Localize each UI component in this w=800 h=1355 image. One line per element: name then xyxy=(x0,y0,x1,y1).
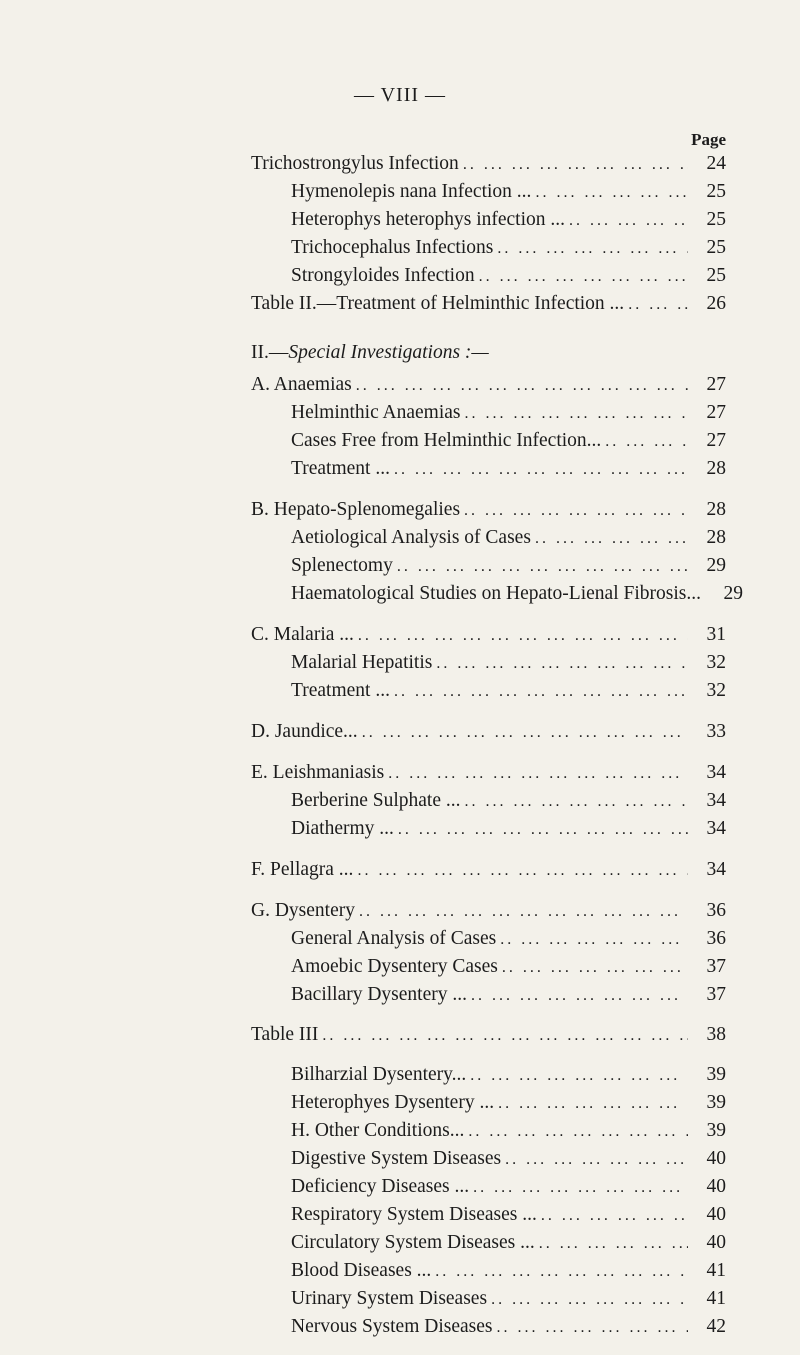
toc-entry-page: 40 xyxy=(706,1176,726,1197)
dot-leader xyxy=(497,235,688,263)
page-number: — VIII — xyxy=(353,84,447,106)
toc-entry xyxy=(291,815,726,843)
toc-entry-title: F. Pellagra ... xyxy=(251,859,354,880)
page-column-header: Page xyxy=(691,130,726,149)
toc-entry-title: General Analysis of Cases xyxy=(291,928,497,949)
toc-entry-page: 32 xyxy=(706,680,726,701)
toc-entry-page: 33 xyxy=(706,721,726,742)
toc-entry-title: Splenectomy xyxy=(291,555,393,576)
toc-entry-page: 28 xyxy=(706,499,726,520)
dot-leader xyxy=(463,151,688,179)
dot-leader xyxy=(468,1118,688,1146)
dot-leader xyxy=(535,525,688,553)
toc-entry-title: Urinary System Diseases xyxy=(291,1288,488,1309)
toc-entry xyxy=(291,1201,726,1229)
toc-entry xyxy=(291,981,726,1009)
toc-entry-title: Helminthic Anaemias xyxy=(291,402,461,423)
dot-leader xyxy=(394,456,688,484)
dot-leader xyxy=(470,1062,688,1090)
toc-entry-page: 36 xyxy=(706,900,726,921)
toc-entry-page: 31 xyxy=(706,624,726,645)
section-heading xyxy=(251,339,489,367)
toc-entry xyxy=(291,1285,726,1313)
toc-entry-title: Blood Diseases ... xyxy=(291,1260,432,1281)
toc-entry-title: Bilharzial Dysentery... xyxy=(291,1064,467,1085)
toc-entry-title: Respiratory System Diseases ... xyxy=(291,1204,537,1225)
section-heading-title: Special Investigations :— xyxy=(288,342,489,363)
toc-entry-page: 40 xyxy=(706,1204,726,1225)
toc-entry-page: 40 xyxy=(706,1148,726,1169)
toc-entry-page: 36 xyxy=(706,928,726,949)
toc-entry-title: Amoebic Dysentery Cases xyxy=(291,956,498,977)
dot-leader xyxy=(436,650,688,678)
toc-entry-page: 26 xyxy=(706,293,726,314)
toc-entry-page: 39 xyxy=(706,1120,726,1141)
toc-entry-page: 34 xyxy=(706,762,726,783)
toc-entry xyxy=(291,455,726,483)
toc-entry-page: 34 xyxy=(706,790,726,811)
toc-entry-page: 28 xyxy=(706,527,726,548)
dot-leader xyxy=(398,816,688,844)
toc-entry-title: Table II.—Treatment of Helminthic Infection ... xyxy=(251,293,625,314)
toc-entry-page: 41 xyxy=(706,1260,726,1281)
toc-entry xyxy=(291,1117,726,1145)
dot-leader xyxy=(498,1090,688,1118)
dot-leader xyxy=(465,400,688,428)
toc-entry xyxy=(251,759,726,787)
toc-entry xyxy=(251,1021,726,1049)
dot-leader xyxy=(362,719,688,747)
toc-entry xyxy=(291,1089,726,1117)
toc-entry-page: 25 xyxy=(706,181,726,202)
toc-entry-page: 28 xyxy=(706,458,726,479)
toc-entry-title: Nervous System Diseases xyxy=(291,1316,493,1337)
toc-entry-page: 25 xyxy=(706,265,726,286)
toc-entry xyxy=(291,1229,726,1257)
toc-entry-page: 34 xyxy=(706,818,726,839)
toc-entry-title: Cases Free from Helminthic Infection... xyxy=(291,430,602,451)
toc-entry-title: D. Jaundice... xyxy=(251,721,358,742)
toc-entry xyxy=(251,150,726,178)
toc-entry xyxy=(291,427,726,455)
dot-leader xyxy=(539,1230,688,1258)
toc-entry-page: 41 xyxy=(706,1288,726,1309)
toc-entry-page: 39 xyxy=(706,1092,726,1113)
toc-entry-title: Digestive System Diseases xyxy=(291,1148,502,1169)
toc-entry xyxy=(291,1257,726,1285)
toc-entry-title: Strongyloides Infection xyxy=(291,265,475,286)
toc-entry-page: 25 xyxy=(706,209,726,230)
toc-entry-title: Berberine Sulphate ... xyxy=(291,790,461,811)
toc-entry xyxy=(251,897,726,925)
toc-entry xyxy=(291,524,726,552)
toc-entry xyxy=(251,718,726,746)
dot-leader xyxy=(471,982,688,1010)
toc-entry xyxy=(251,621,726,649)
toc-entry-page: 39 xyxy=(706,1064,726,1085)
toc-entry xyxy=(291,1145,726,1173)
toc-entry-title: Haematological Studies on Hepato-Lienal Fibrosis... xyxy=(291,583,701,604)
toc-entry-page: 40 xyxy=(706,1232,726,1253)
dot-leader xyxy=(356,372,688,400)
dot-leader xyxy=(628,291,688,319)
toc-entry-title: Trichocephalus Infections xyxy=(291,237,494,258)
dot-leader xyxy=(388,760,688,788)
dot-leader xyxy=(358,622,688,650)
toc-entry xyxy=(291,925,726,953)
toc-entry xyxy=(291,580,743,608)
toc-entry xyxy=(251,290,726,318)
toc-entry-page: 27 xyxy=(706,374,726,395)
toc-entry-title: Heterophyes Dysentery ... xyxy=(291,1092,495,1113)
toc-entry-title: B. Hepato-Splenomegalies xyxy=(251,499,461,520)
dot-leader xyxy=(491,1286,688,1314)
toc-entry xyxy=(291,206,726,234)
toc-entry-page: 29 xyxy=(723,583,743,604)
dot-leader xyxy=(535,179,688,207)
toc-entry-title: Treatment ... xyxy=(291,458,390,479)
dot-leader xyxy=(435,1258,688,1286)
toc-entry-page: 25 xyxy=(706,237,726,258)
toc-entry-title: Hymenolepis nana Infection ... xyxy=(291,181,532,202)
dot-leader xyxy=(473,1174,688,1202)
toc-entry-title: Diathermy ... xyxy=(291,818,394,839)
toc-entry xyxy=(291,677,726,705)
toc-entry-page: 37 xyxy=(706,984,726,1005)
toc-entry-title: Trichostrongylus Infection xyxy=(251,153,459,174)
toc-entry-title: A. Anaemias xyxy=(251,374,352,395)
toc-entry xyxy=(291,787,726,815)
toc-entry-title: G. Dysentery xyxy=(251,900,355,921)
toc-entry xyxy=(291,953,726,981)
toc-entry-page: 38 xyxy=(706,1024,726,1045)
toc-entry-page: 27 xyxy=(706,402,726,423)
toc-entry-title: E. Leishmaniasis xyxy=(251,762,385,783)
dot-leader xyxy=(496,1314,688,1342)
dot-leader xyxy=(464,497,688,525)
toc-entry-title: Treatment ... xyxy=(291,680,390,701)
toc-entry xyxy=(291,178,726,206)
toc-entry-title: Aetiological Analysis of Cases xyxy=(291,527,531,548)
toc-entry-page: 24 xyxy=(706,153,726,174)
toc-entry xyxy=(291,1173,726,1201)
dot-leader xyxy=(500,926,688,954)
dot-leader xyxy=(465,788,689,816)
dot-leader xyxy=(505,1146,688,1174)
toc-entry-title: Heterophys heterophys infection ... xyxy=(291,209,566,230)
section-heading-prefix: II.— xyxy=(251,342,289,363)
toc-entry-page: 27 xyxy=(706,430,726,451)
toc-entry-page: 42 xyxy=(706,1316,726,1337)
dot-leader xyxy=(569,207,688,235)
toc-entry-page: 29 xyxy=(706,555,726,576)
dot-leader xyxy=(394,678,688,706)
toc-entry xyxy=(291,552,726,580)
toc-entry xyxy=(291,1061,726,1089)
dot-leader xyxy=(479,263,688,291)
toc-entry xyxy=(251,371,726,399)
dot-leader xyxy=(541,1202,688,1230)
toc-entry-title: H. Other Conditions... xyxy=(291,1120,465,1141)
toc-entry xyxy=(291,262,726,290)
dot-leader xyxy=(357,857,688,885)
toc-entry-page: 37 xyxy=(706,956,726,977)
toc-entry xyxy=(251,496,726,524)
toc-entry xyxy=(291,1313,726,1341)
dot-leader xyxy=(502,954,688,982)
toc-entry xyxy=(291,234,726,262)
toc-entry xyxy=(291,649,726,677)
toc-entry-page: 34 xyxy=(706,859,726,880)
toc-entry-title: Deficiency Diseases ... xyxy=(291,1176,470,1197)
toc-entry xyxy=(251,856,726,884)
dot-leader xyxy=(605,428,688,456)
dot-leader xyxy=(322,1022,688,1050)
dot-leader xyxy=(397,553,688,581)
dot-leader xyxy=(359,898,688,926)
toc-entry-title: Malarial Hepatitis xyxy=(291,652,433,673)
toc-entry-page: 32 xyxy=(706,652,726,673)
toc-entry xyxy=(291,399,726,427)
toc-entry-title: Table III xyxy=(251,1024,319,1045)
toc-entry-title: Circulatory System Diseases ... xyxy=(291,1232,535,1253)
toc-entry-title: C. Malaria ... xyxy=(251,624,354,645)
toc-entry-title: Bacillary Dysentery ... xyxy=(291,984,467,1005)
